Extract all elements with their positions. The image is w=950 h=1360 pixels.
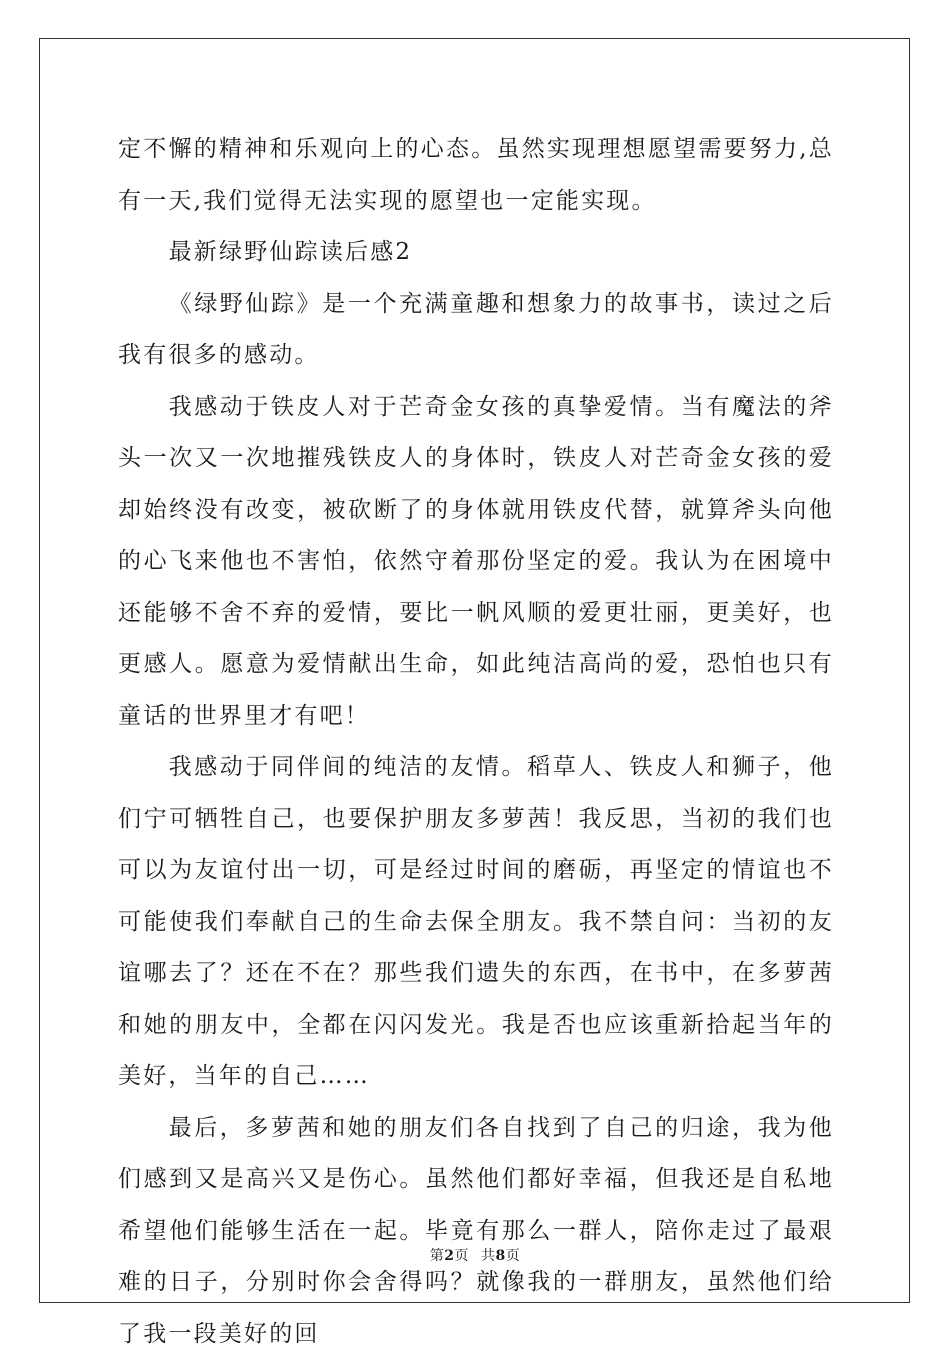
paragraph-2: 《绿野仙踪》是一个充满童趣和想象力的故事书，读过之后我有很多的感动。 <box>118 279 834 382</box>
page-prefix: 第 <box>430 1248 445 1264</box>
paragraph-4: 我感动于同伴间的纯洁的友情。稻草人、铁皮人和狮子，他们宁可牺牲自己，也要保护朋友多萝茜！我反思，当初的我们也可以为友谊付出一切，可是经过时间的磨砺，再坚定的情谊也不可能使我们奉献自己的生命去保全朋友。我不禁自问：当初的友谊哪去了？还在不在？那些我们遗失的东西，在书中，在多萝茜和她的朋友中，全都在闪闪发光。我是否也应该重新拾起当年的美好，当年的自己…… <box>118 742 834 1103</box>
page-suffix: 页 <box>455 1248 470 1264</box>
total-prefix: 共 <box>481 1248 496 1264</box>
document-body <box>118 124 834 1360</box>
page-number: 2 <box>444 1248 454 1264</box>
paragraph-3: 我感动于铁皮人对于芒奇金女孩的真挚爱情。当有魔法的斧头一次又一次地摧残铁皮人的身体时，铁皮人对芒奇金女孩的爱却始终没有改变，被砍断了的身体就用铁皮代替，就算斧头向他的心飞来他也不害怕，依然守着那份坚定的爱。我认为在困境中还能够不舍不弃的爱情，要比一帆风顺的爱更壮丽，更美好，也更感人。愿意为爱情献出生命，如此纯洁高尚的爱，恐怕也只有童话的世界里才有吧！ <box>118 382 834 743</box>
page-footer <box>0 1245 950 1265</box>
paragraph-5: 最后，多萝茜和她的朋友们各自找到了自己的归途，我为他们感到又是高兴又是伤心。虽然他们都好幸福，但我还是自私地希望他们能够生活在一起。毕竟有那么一群人，陪你走过了最艰难的日子，分别时你会舍得吗？就像我的一群朋友，虽然他们给了我一段美好的回 <box>118 1103 834 1360</box>
total-pages: 8 <box>496 1248 506 1264</box>
total-suffix: 页 <box>506 1248 521 1264</box>
paragraph-1: 定不懈的精神和乐观向上的心态。虽然实现理想愿望需要努力,总有一天,我们觉得无法实现的愿望也一定能实现。 <box>118 124 834 227</box>
section-heading: 最新绿野仙踪读后感2 <box>118 227 834 279</box>
